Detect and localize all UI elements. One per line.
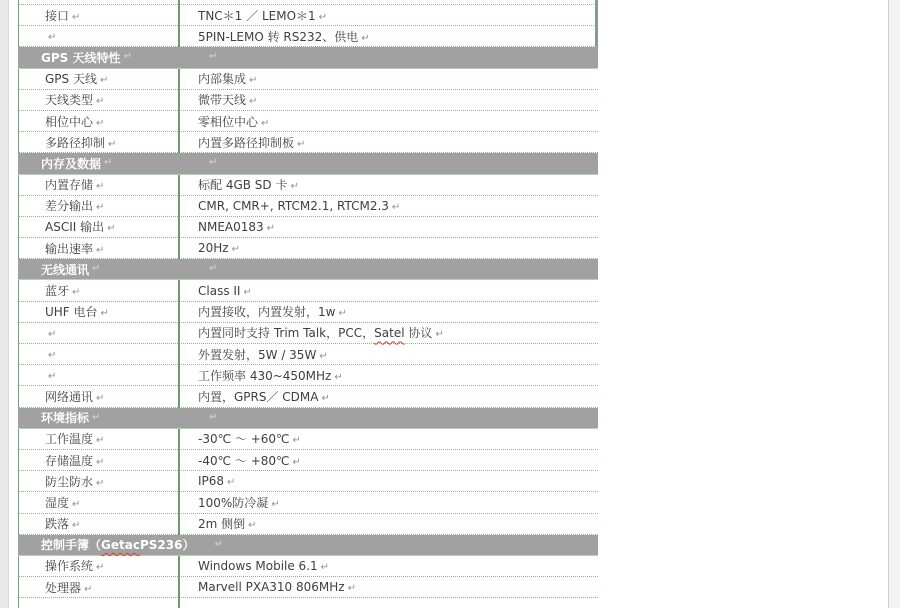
return-mark-icon: ↵ <box>96 96 105 108</box>
return-mark-icon: ↵ <box>214 538 223 550</box>
return-mark-icon: ↵ <box>391 201 401 213</box>
spec-row <box>18 577 598 598</box>
spec-label-cell <box>18 218 178 235</box>
spec-row <box>18 217 598 238</box>
spec-label-cell <box>18 388 178 405</box>
section-header-wireless <box>18 259 598 280</box>
spec-row <box>18 26 598 47</box>
return-mark-icon: ↵ <box>96 456 105 468</box>
spec-value-cell <box>178 324 598 341</box>
spec-row <box>18 302 598 323</box>
spec-label: 接口 <box>45 8 70 23</box>
spec-label-cell <box>18 326 178 340</box>
spec-row <box>18 386 598 407</box>
spec-value-cell <box>178 176 598 193</box>
spec-value: 零相位中心 <box>198 114 259 129</box>
spec-label-cell <box>18 557 178 574</box>
table-left-border <box>18 0 19 608</box>
spec-value-cell <box>178 241 598 255</box>
spec-value: 内置多路径抑制板 <box>198 135 295 150</box>
spec-value-cell <box>178 70 598 87</box>
table-rows <box>18 0 598 608</box>
spec-row <box>18 471 598 492</box>
return-mark-icon: ↵ <box>92 411 101 423</box>
clipped-bottom-row <box>18 598 598 608</box>
section-header-environment <box>18 408 598 429</box>
spec-label: 跌落 <box>45 517 70 532</box>
spec-label-cell <box>18 494 178 511</box>
spec-value: -40℃ ～ +80℃ <box>198 453 290 468</box>
return-mark-icon: ↵ <box>231 244 240 256</box>
return-mark-icon: ↵ <box>248 520 257 532</box>
return-mark-icon: ↵ <box>261 117 270 129</box>
spec-value: 20Hz <box>198 241 229 256</box>
return-mark-icon: ↵ <box>72 11 81 23</box>
spec-label: 网络通讯 <box>45 389 94 404</box>
spec-row <box>18 5 598 26</box>
return-mark-icon: ↵ <box>92 263 101 275</box>
spec-label: 操作系统 <box>45 559 94 574</box>
spec-row <box>18 175 598 196</box>
spec-row <box>18 196 598 217</box>
spec-label-cell <box>18 7 178 24</box>
spec-label: 存储温度 <box>45 453 94 468</box>
spec-value-cell <box>178 430 598 447</box>
spec-label-cell <box>18 368 178 382</box>
return-mark-icon: ↵ <box>271 498 280 510</box>
spec-label: 内置存储 <box>45 178 94 193</box>
spec-value-cell <box>178 303 598 320</box>
spec-row <box>18 492 598 513</box>
spec-row <box>18 323 598 344</box>
spec-row <box>18 111 598 132</box>
spec-value-suffix: 协议 <box>404 326 433 341</box>
spec-label: 蓝牙 <box>45 284 70 299</box>
return-mark-icon: ↵ <box>48 371 57 383</box>
spec-value: Class II <box>198 283 241 298</box>
return-mark-icon: ↵ <box>48 32 57 44</box>
spec-value-cell <box>178 220 598 234</box>
page-right-edge <box>888 0 900 608</box>
spec-label-cell <box>18 515 178 532</box>
return-mark-icon: ↵ <box>227 477 236 489</box>
spec-value-cell <box>178 515 598 532</box>
spec-value: CMR, CMR+, RTCM2.1, RTCM2.3 <box>198 198 389 213</box>
spec-label: 相位中心 <box>45 114 94 129</box>
spec-value-cell <box>178 113 598 130</box>
spec-label-cell <box>18 134 178 151</box>
return-mark-icon: ↵ <box>297 138 306 150</box>
spec-value-cell <box>178 474 598 488</box>
table-column-divider <box>178 0 180 608</box>
return-mark-icon: ↵ <box>347 583 356 595</box>
return-mark-icon: ↵ <box>48 328 57 340</box>
spec-label-cell <box>18 176 178 193</box>
return-mark-icon: ↵ <box>319 350 328 362</box>
return-mark-icon: ↵ <box>209 411 218 423</box>
spec-label: 差分输出 <box>45 199 94 214</box>
section-header-controller <box>18 535 598 556</box>
return-mark-icon: ↵ <box>321 392 330 404</box>
return-mark-icon: ↵ <box>99 75 109 87</box>
spec-value-cell <box>178 580 598 594</box>
return-mark-icon: ↵ <box>338 308 347 320</box>
return-mark-icon: ↵ <box>72 498 81 510</box>
spec-value-cell <box>178 388 598 405</box>
spec-table <box>18 0 598 608</box>
spec-row <box>18 280 598 301</box>
spec-value: 微带天线 <box>198 93 247 108</box>
section-title: 无线通讯 <box>41 262 90 277</box>
spec-value-misspelled: Satel <box>374 326 405 341</box>
spec-row <box>18 90 598 111</box>
section-header-gps-antenna <box>18 47 598 68</box>
return-mark-icon: ↵ <box>100 308 109 320</box>
return-mark-icon: ↵ <box>96 435 105 447</box>
spec-row <box>18 450 598 471</box>
spec-value-cell <box>178 559 598 573</box>
return-mark-icon: ↵ <box>48 350 57 362</box>
return-mark-icon: ↵ <box>318 11 328 23</box>
return-mark-icon: ↵ <box>104 157 113 169</box>
spec-value: 100%防冷凝 <box>198 495 269 510</box>
return-mark-icon: ↵ <box>108 138 117 150</box>
spec-value-cell <box>178 452 598 469</box>
spec-value: 外置发射，5W / 35W <box>198 347 317 362</box>
spec-value-cell <box>178 367 598 384</box>
spec-value-cell <box>178 91 598 108</box>
spec-value: 内部集成 <box>198 72 247 87</box>
spec-label-cell <box>18 113 178 130</box>
spec-label: UHF 电台 <box>45 305 98 320</box>
spec-label: 天线类型 <box>45 93 94 108</box>
return-mark-icon: ↵ <box>209 51 218 63</box>
spec-row <box>18 238 598 259</box>
spec-value: 5PIN-LEMO 转 RS232、供电 <box>198 29 359 44</box>
return-mark-icon: ↵ <box>292 456 301 468</box>
spec-value: 标配 4GB SD 卡 <box>198 178 288 193</box>
spec-label-cell <box>18 282 178 299</box>
section-title-prefix: 控制手簿（ <box>41 538 102 553</box>
spec-label-cell <box>18 452 178 469</box>
spec-value: 内置，GPRS／ CDMA <box>198 389 319 404</box>
return-mark-icon: ↵ <box>266 222 276 234</box>
spec-label: ASCII 输出 <box>45 220 105 235</box>
spec-label: 工作温度 <box>45 432 94 447</box>
spec-label-cell <box>18 91 178 108</box>
spec-row <box>18 429 598 450</box>
return-mark-icon: ↵ <box>96 562 105 574</box>
return-mark-icon: ↵ <box>361 32 370 44</box>
spec-value-prefix: 内置同时支持 Trim Talk，PCC， <box>198 326 375 341</box>
spec-value-cell <box>178 284 598 298</box>
spec-row <box>18 365 598 386</box>
spec-value: 内置接收，内置发射，1w <box>198 305 336 320</box>
spec-label: GPS 天线 <box>45 72 97 87</box>
section-title-suffix: PS236） <box>139 538 195 553</box>
spec-value: 工作频率 430~450MHz <box>198 368 332 383</box>
spec-label-cell <box>18 197 178 214</box>
spec-label-cell <box>18 70 178 87</box>
return-mark-icon: ↵ <box>249 75 258 87</box>
spec-label-cell <box>18 240 178 257</box>
table-right-border-top <box>595 0 598 47</box>
spec-label-cell <box>18 347 178 361</box>
spec-row <box>18 514 598 535</box>
return-mark-icon: ↵ <box>435 329 444 341</box>
spec-label-cell <box>18 303 178 320</box>
spec-label: 处理器 <box>45 580 82 595</box>
return-mark-icon: ↵ <box>107 223 116 235</box>
return-mark-icon: ↵ <box>123 51 132 63</box>
spec-value-cell <box>178 134 598 151</box>
spec-label-cell <box>18 430 178 447</box>
spec-row <box>18 69 598 90</box>
return-mark-icon: ↵ <box>96 477 105 489</box>
return-mark-icon: ↵ <box>292 435 301 447</box>
return-mark-icon: ↵ <box>243 286 252 298</box>
section-title: 环境指标 <box>41 411 90 426</box>
spec-value: TNC＊1 ／ LEMO＊1 <box>198 8 316 23</box>
spec-value: -30℃ ～ +60℃ <box>198 432 290 447</box>
section-title-misspelled: Getac <box>101 537 140 552</box>
return-mark-icon: ↵ <box>96 117 105 129</box>
spec-value: Windows Mobile 6.1 <box>198 558 318 573</box>
spec-label: 防尘防水 <box>45 474 94 489</box>
section-header-memory-data <box>18 153 598 174</box>
spec-value: 2m 侧倒 <box>198 517 246 532</box>
return-mark-icon: ↵ <box>84 583 93 595</box>
spec-row <box>18 132 598 153</box>
return-mark-icon: ↵ <box>334 371 343 383</box>
return-mark-icon: ↵ <box>72 287 81 299</box>
spec-label-cell <box>18 473 178 490</box>
spec-label: 湿度 <box>45 495 70 510</box>
spec-value-cell <box>178 28 598 45</box>
spec-value-cell <box>178 7 598 24</box>
spec-value-cell <box>178 494 598 511</box>
return-mark-icon: ↵ <box>290 181 299 193</box>
return-mark-icon: ↵ <box>320 561 330 573</box>
return-mark-icon: ↵ <box>96 202 105 214</box>
spec-value: IP68 <box>198 474 225 489</box>
spec-label-cell <box>18 29 178 43</box>
return-mark-icon: ↵ <box>96 392 105 404</box>
spec-row <box>18 344 598 365</box>
section-title: 内存及数据 <box>41 156 102 171</box>
return-mark-icon: ↵ <box>96 244 105 256</box>
spec-row <box>18 556 598 577</box>
return-mark-icon: ↵ <box>96 181 105 193</box>
spec-label: 输出速率 <box>45 241 94 256</box>
spec-value: NMEA0183 <box>198 219 264 234</box>
return-mark-icon: ↵ <box>249 96 258 108</box>
return-mark-icon: ↵ <box>209 263 218 275</box>
spec-label-cell <box>18 579 178 596</box>
section-title: GPS 天线特性 <box>41 50 121 65</box>
spec-value-cell <box>178 199 598 213</box>
page-left-margin <box>0 0 9 608</box>
spec-label: 多路径抑制 <box>45 135 106 150</box>
return-mark-icon: ↵ <box>209 157 218 169</box>
spec-value-cell <box>178 346 598 363</box>
return-mark-icon: ↵ <box>72 520 81 532</box>
spec-value: Marvell PXA310 806MHz <box>198 580 345 595</box>
